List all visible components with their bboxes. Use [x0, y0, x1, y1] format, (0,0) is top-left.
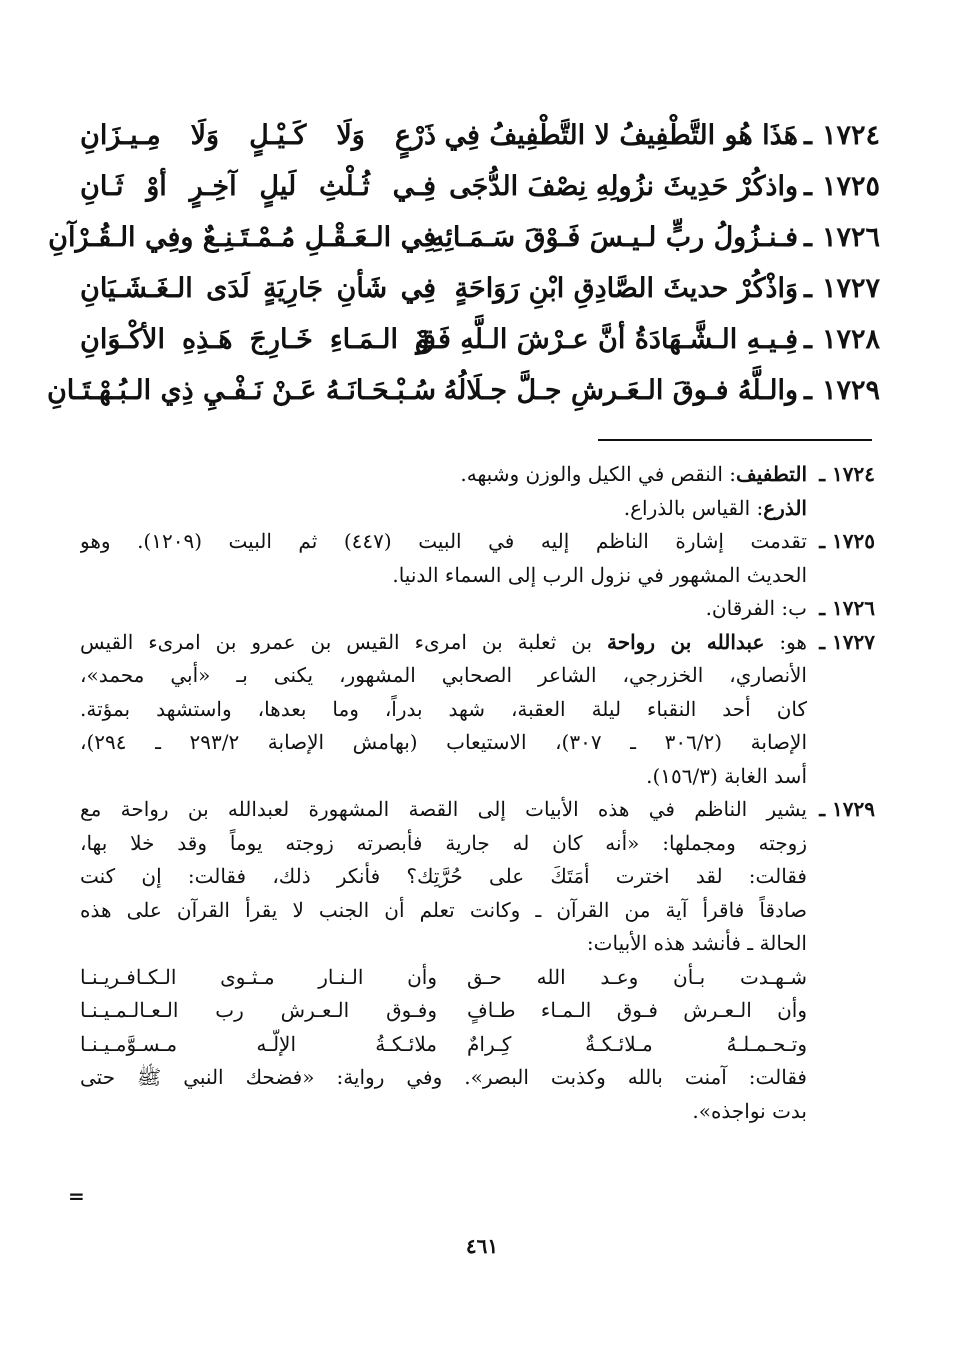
footnote-line: ب: الفرقان.: [705, 596, 807, 620]
footnote-text: هو:: [764, 629, 807, 654]
footnote-line: يشير الناظم في هذه الأبيات إلى القصة المشهورة لعبدالله بن رواحة مع: [80, 797, 807, 821]
second-hemistich: فِي شَأنِ جَارِيَةٍ لَدَى الـغَـشَـيَانِ: [80, 273, 436, 304]
footnote-1726: [80, 592, 875, 626]
verse-1724: ١٧٢٤ ـ هَذَا هُو التَّطْفِيفُ لا التَّطْفِيفُ فِي ذَرْعٍ وَلَا كَـيْـلٍ وَلَا مِـيـزَانِ: [80, 120, 880, 151]
verses-block: [46, 110, 880, 416]
verse-number: ١٧٢٥: [821, 171, 880, 202]
poem-second-hemistich: وفـوق الـعـرش رب الـعـالـمـيـنـا: [80, 998, 437, 1022]
first-hemistich: والـلَّهُ فـوقَ الـعَـرشِ جـلَّ جـلَالُهُ: [443, 375, 798, 406]
verse-1726: ١٧٢٦ ـ فـنـزُولُ ربٍّ لـيـسَ فَـوْقَ سَـمَـائِهِ فِي الـعَـقْـلِ مُـمْـتَـنِـعٌ وفِي الـقُـرْآنِ: [48, 222, 880, 253]
verse-number: ١٧٢٧: [821, 273, 880, 304]
footnote-line: أسد الغابة (١٥٦/٣).: [646, 763, 807, 788]
first-hemistich: وَاذْكُرْ حديثَ الصَّادِقِ ابْنِ رَوَاحَةٍ: [454, 273, 798, 304]
continuation-mark: =: [68, 1184, 85, 1208]
footnote-line: الحديث المشهور في نزول الرب إلى السماء الدنيا.: [392, 562, 807, 587]
verse-number: ١٧٢٦: [821, 222, 880, 253]
verse-number: ١٧٢٩: [821, 375, 880, 406]
footnote-definition: : النقص في الكيل والوزن وشبهه.: [460, 462, 737, 486]
footnote-1727: [80, 626, 875, 794]
footnote-line: صادقاً فاقرأ آية من القرآن ـ وكانت تعلم أن الجنب لا يقرأ القرآن على هذه: [80, 897, 807, 922]
poem-verse: [80, 961, 807, 995]
footnote-line: زوجته ومجملها: «أنه كان له جارية فأبصرته زوجته يوماً وقد خلا بها،: [80, 830, 807, 855]
first-hemistich: هَذَا هُو التَّطْفِيفُ لا التَّطْفِيفُ فِي: [444, 120, 798, 151]
footnote-term: التطفيف: [736, 462, 807, 486]
first-hemistich: فِـيـهِ الـشَّـهَادَةُ أنَّ عـرْشَ الـلَّهِ فَـوْ: [416, 324, 798, 355]
quoted-poem: [80, 961, 807, 1062]
footnote-number: ١٧٢٥ ـ: [819, 529, 875, 553]
verse-number: ١٧٢٨: [821, 324, 880, 355]
second-hemistich: فِي الـعَـقْـلِ مُـمْـتَـنِـعٌ وفِي الـقُـرْآنِ: [48, 222, 436, 253]
footnotes: [80, 458, 875, 1128]
verse-1725: ١٧٢٥ ـ واذكُرْ حَدِيثَ نزُولِهِ نِصْفَ الدُّجَى فِـي ثُـلْثِ لَيلٍ آخِـرٍ أوْ ثَـانِ: [80, 171, 880, 202]
person-name: عبدالله بن رواحة: [607, 629, 765, 654]
footnote-line: فقالت: لقد اخترت أمَتَكَ على حُرَّتِك؟ فأنكر ذلك، فقالت: إن كنت: [80, 864, 807, 888]
poem-first-hemistich: وتـحـمـلـهُ مـلائـكـةٌ كِـرامٌ: [467, 1031, 807, 1056]
footnote-line: بدت نواجذه».: [692, 1098, 807, 1123]
footnote-line: الحالة ـ فأنشد هذه الأبيات:: [586, 931, 807, 955]
second-hemistich: سُـبْـحَـانَـهُ عَـنْ نَـفْـيِ ذِي الـبُـهْـتَـانِ: [46, 375, 436, 406]
footnote-1724: [80, 458, 875, 525]
poem-verse: [80, 1028, 807, 1062]
footnote-number: ١٧٢٧ ـ: [819, 629, 875, 654]
footnote-divider: [598, 439, 872, 441]
first-hemistich: واذكُرْ حَدِيثَ نزُولِهِ نِصْفَ الدُّجَى: [449, 171, 798, 202]
footnote-line: الإصابة (٣٠٦/٢ ـ ٣٠٧)، الاستيعاب (بهامش الإصابة ٢٩٣/٢ ـ ٢٩٤)،: [80, 730, 807, 754]
verse-1728: ١٧٢٨ ـ فِـيـهِ الـشَّـهَادَةُ أنَّ عـرْشَ الـلَّهِ فَـوْ قَ الـمَـاءِ خَـارِجَ هَـذِهِ الأكْـوَانِ: [80, 324, 880, 355]
footnote-1725: [80, 525, 875, 592]
footnote-term: الذرع: [763, 495, 807, 520]
first-hemistich: فـنـزُولُ ربٍّ لـيـسَ فَـوْقَ سَـمَـائِهِ: [430, 222, 798, 253]
footnote-line: الأنصاري، الخزرجي، الشاعر الصحابي المشهور، يكنى بـ «أبي محمد»،: [80, 663, 807, 687]
second-hemistich: قَ الـمَـاءِ خَـارِجَ هَـذِهِ الأكْـوَانِ: [80, 324, 436, 355]
footnote-number: ١٧٢٦ ـ: [819, 596, 875, 620]
footnote-line: فقالت: آمنت بالله وكذبت البصر». وفي رواية: «فضحك النبي ﷺ حتى: [80, 1065, 807, 1089]
footnote-line: تقدمت إشارة الناظم إليه في البيت (٤٤٧) ثم البيت (١٢٠٩). وهو: [80, 529, 807, 553]
footnote-line: كان أحد النقباء ليلة العقبة، شهد بدراً، وما بعدها، واستشهد بمؤتة.: [80, 696, 807, 721]
verse-1727: ١٧٢٧ ـ وَاذْكُرْ حديثَ الصَّادِقِ ابْنِ رَوَاحَةٍ فِي شَأنِ جَارِيَةٍ لَدَى الـغَـشَـيَانِ: [80, 273, 880, 304]
poem-verse: [80, 994, 807, 1028]
poem-first-hemistich: وأن الـعـرش فـوق الـمـاء طـافٍ: [467, 998, 807, 1022]
footnote-number: ١٧٢٩ ـ: [819, 797, 875, 821]
poem-second-hemistich: وأن الـنـار مـثـوى الـكـافـريـنـا: [80, 964, 437, 989]
second-hemistich: ذَرْعٍ وَلَا كَـيْـلٍ وَلَا مِـيـزَانِ: [80, 120, 436, 151]
footnote-1729: [80, 793, 875, 1128]
footnote-text: بن ثعلبة بن امرىء القيس بن عمرو بن امرىء القيس: [80, 629, 608, 654]
footnote-number: ١٧٢٤ ـ: [819, 462, 875, 486]
page-number: ٤٦١: [465, 1234, 499, 1258]
verse-1729: ١٧٢٩ ـ والـلَّهُ فـوقَ الـعَـرشِ جـلَّ جـلَالُهُ سُـبْـحَـانَـهُ عَـنْ نَـفْـيِ ذِي الـبُـهْـتَـانِ: [46, 375, 880, 406]
poem-second-hemistich: ملائـكـةُ الإلّـه مـسـوَّمـيـنـا: [80, 1031, 437, 1056]
verse-number: ١٧٢٤: [821, 120, 880, 151]
footnote-definition: : القياس بالذراع.: [623, 495, 764, 520]
second-hemistich: فِـي ثُـلْثِ لَيلٍ آخِـرٍ أوْ ثَـانِ: [80, 171, 436, 202]
poem-first-hemistich: شـهـدت بـأن وعـد الله حـق: [467, 964, 807, 989]
